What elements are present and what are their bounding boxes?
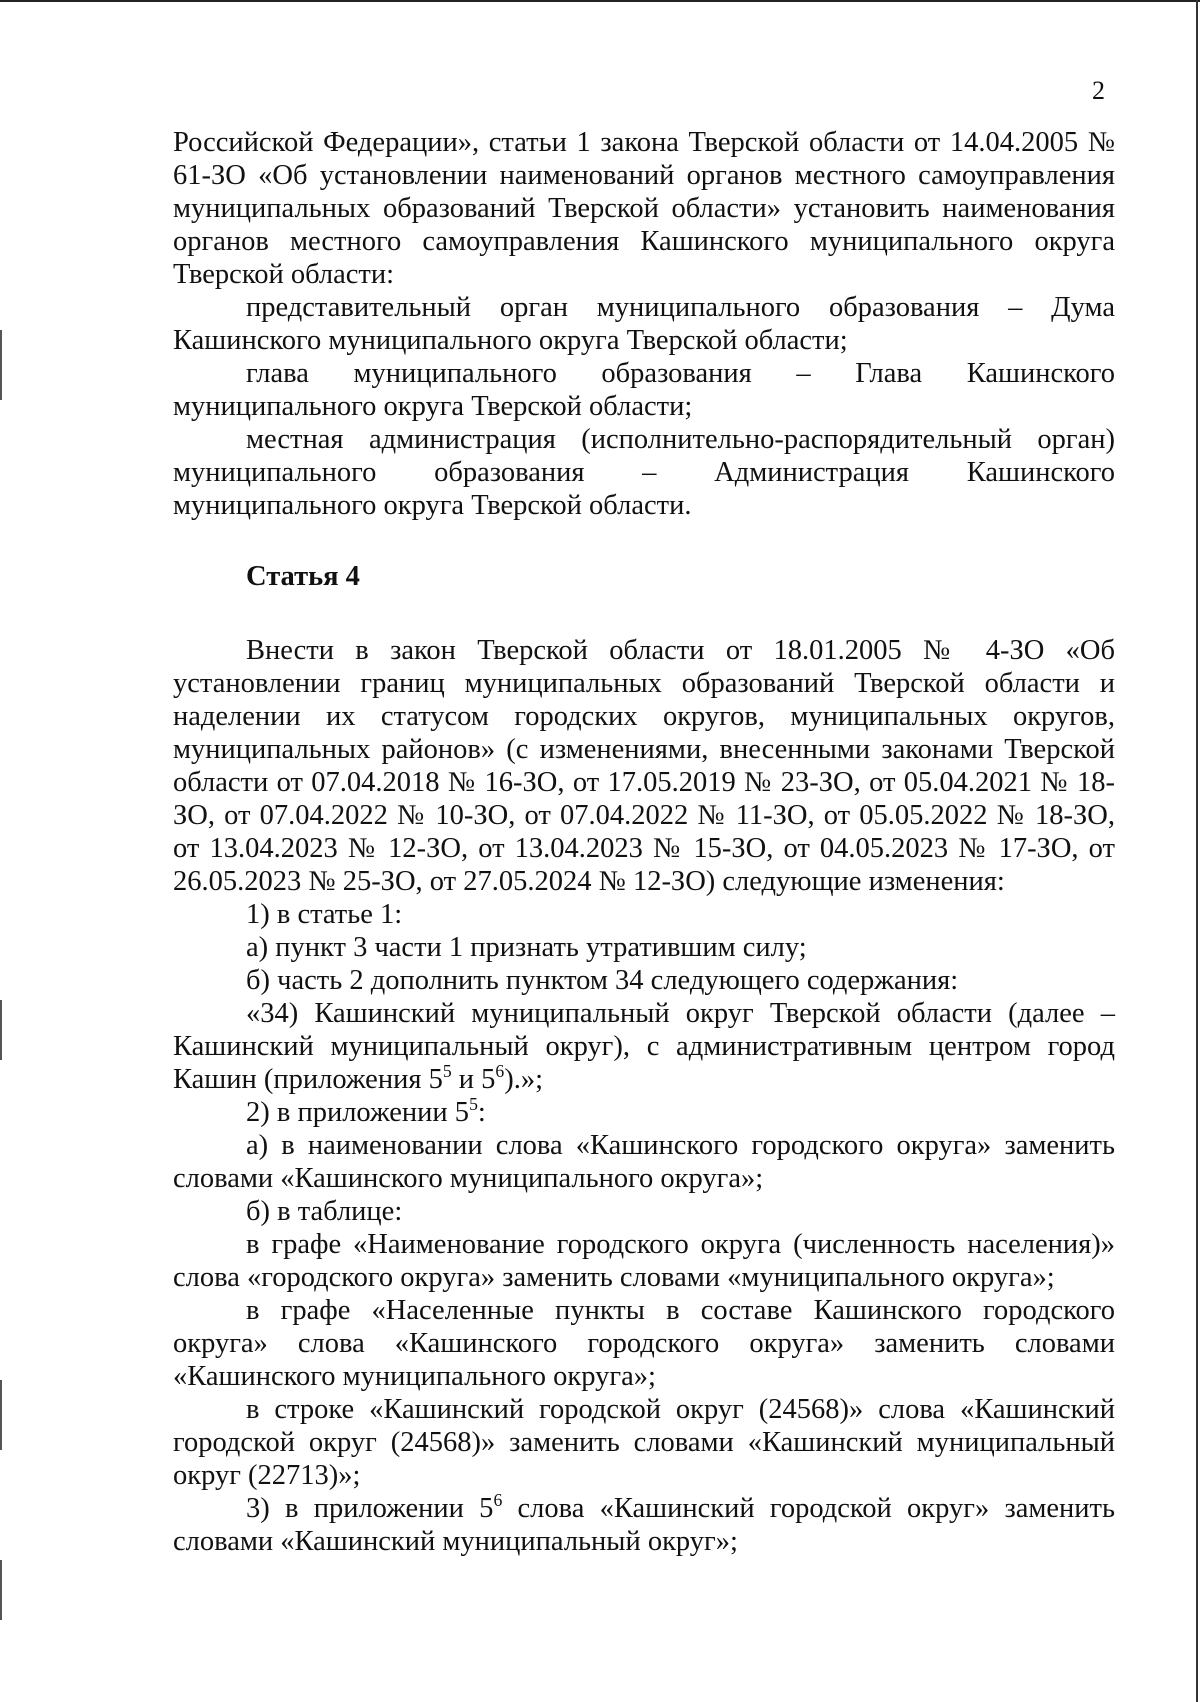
scan-left-mark xyxy=(0,1000,2,1060)
paragraph-duma: представительный орган муниципального образования – Дума Кашинского муниципального округа Тверской области; xyxy=(173,292,1115,356)
superscript: 6 xyxy=(493,1490,503,1511)
scan-top-edge xyxy=(0,0,1200,2)
scan-left-mark xyxy=(0,330,2,400)
item-2b-column-name: в графе «Наименование городского округа (численность населения)» слова «городского округа» заменить словами «муниципального округа»; xyxy=(173,1229,1115,1293)
article-intro: Внести в закон Тверской области от 18.01.2005 № 4-ЗО «Об установлении границ муниципальных образований Тверской области и наделении их статусом городских округов, муниципальных округов, муниципальных районов» (с изменениями, внесенными законами Тверской области от 07.04.2018 № 16-ЗО, от 17.05.2019 № 23-ЗО, от 05.04.2021 № 18-ЗО, от 07.04.2022 № 10-ЗО, от 07.04.2022 № 11-ЗО, от 05.05.2022 № 18-ЗО, от 13.04.2023 № 12-ЗО, от 13.04.2023 № 15-ЗО, от 04.05.2023 № 17-ЗО, от 26.05.2023 № 25-ЗО, от 27.05.2024 № 12-ЗО) следующие изменения: xyxy=(173,635,1115,897)
item-3 xyxy=(173,1492,1115,1558)
item-2-text: 2) в приложении 5 xyxy=(246,1097,470,1128)
item-2-text: : xyxy=(477,1097,486,1128)
item-1b-text xyxy=(173,997,1115,1096)
paragraph-continuation: Российской Федерации», статьи 1 закона Тверской области от 14.04.2005 № 61-ЗО «Об установлении наименований органов местного самоуправления муниципальных образований Тверской области» установить наименования органов местного самоуправления Кашинского муниципального округа Тверской области: xyxy=(173,127,1115,290)
paragraph-glava: глава муниципального образования – Глава Кашинского муниципального округа Тверской области; xyxy=(173,358,1115,422)
item-3-text: 3) в приложении 5 xyxy=(246,1493,494,1524)
document-body xyxy=(173,126,1115,1558)
item-2 xyxy=(173,1096,1115,1129)
item-1a: а) пункт 3 части 1 признать утратившим силу; xyxy=(246,932,807,963)
superscript: 5 xyxy=(469,1094,478,1115)
paragraph-administration: местная администрация (исполнительно-распорядительный орган) муниципального образования – Администрация Кашинского муниципального округа Тверской области. xyxy=(173,424,1115,521)
item-2b-row: в строке «Кашинский городской округ (24568)» слова «Кашинский городской округ (24568)» заменить словами «Кашинский муниципальный округ (22713)»; xyxy=(173,1394,1115,1491)
superscript: 6 xyxy=(495,1061,505,1082)
article-heading: Статья 4 xyxy=(246,561,360,592)
item-2b: б) в таблице: xyxy=(246,1196,403,1227)
item-1b-text-part: ).»; xyxy=(504,1064,544,1095)
item-1b-text-part: «34) Кашинский муниципальный округ Тверской области (далее – Кашинский муниципальный округ), с административным центром город Кашин (приложения 5 xyxy=(173,998,1115,1095)
item-3-text: слова «Кашинский городской округ» заменить словами «Кашинский муниципальный округ»; xyxy=(173,1493,1116,1557)
item-2a: а) в наименовании слова «Кашинского городского округа» заменить словами «Кашинского муниципального округа»; xyxy=(173,1130,1115,1194)
item-2b-column-settlements: в графе «Населенные пункты в составе Кашинского городского округа» слова «Кашинского городского округа» заменить словами «Кашинского муниципального округа»; xyxy=(173,1295,1115,1392)
scan-left-mark xyxy=(0,1560,2,1620)
scan-right-edge xyxy=(1196,0,1198,1702)
scan-left-mark xyxy=(0,1380,2,1450)
page-number: 2 xyxy=(1092,76,1105,105)
item-1b: б) часть 2 дополнить пунктом 34 следующего содержания: xyxy=(246,965,959,996)
item-1: 1) в статье 1: xyxy=(246,899,403,930)
superscript: 5 xyxy=(442,1061,452,1082)
item-1b-text-part: и 5 xyxy=(451,1064,496,1095)
